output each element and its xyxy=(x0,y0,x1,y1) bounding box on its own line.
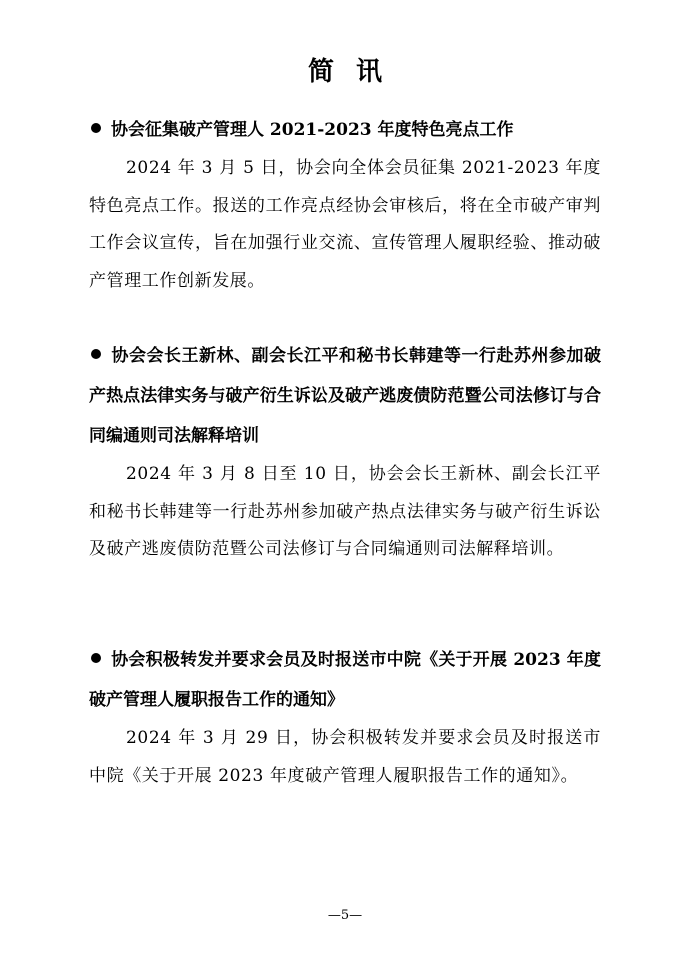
news-item-2 xyxy=(89,336,601,569)
page-title: 简讯 xyxy=(307,57,404,87)
news-item-heading-text: 协会会长王新林、副会长江平和秘书长韩建等一行赴苏州参加破产热点法律实务与破产衍生诉讼及破产逃废债防范暨公司法修订与合同编通则司法解释培训 xyxy=(89,346,601,446)
news-item-heading xyxy=(89,110,601,150)
news-item-1 xyxy=(89,110,601,300)
news-item-3 xyxy=(89,640,601,795)
news-item-heading-text: 协会征集破产管理人 2021-2023 年度特色亮点工作 xyxy=(111,120,514,140)
news-item-body: 2024 年 3 月 8 日至 10 日，协会会长王新林、副会长江平和秘书长韩建等一行赴苏州参加破产热点法律实务与破产衍生诉讼及破产逃废债防范暨公司法修订与合同编通则司法解释培训。 xyxy=(89,464,601,559)
bullet-icon xyxy=(91,653,101,663)
news-item-heading xyxy=(89,336,601,456)
bullet-icon xyxy=(91,123,101,133)
bullet-icon xyxy=(91,349,101,359)
news-item-heading xyxy=(89,640,601,720)
news-item-body: 2024 年 3 月 5 日，协会向全体会员征集 2021-2023 年度特色亮点工作。报送的工作亮点经协会审核后，将在全市破产审判工作会议宣传，旨在加强行业交流、宣传管理人履职经验、推动破产管理工作创新发展。 xyxy=(89,158,601,291)
news-item-body: 2024 年 3 月 29 日，协会积极转发并要求会员及时报送市中院《关于开展 2023 年度破产管理人履职报告工作的通知》。 xyxy=(89,728,601,786)
page-number: —5— xyxy=(327,908,363,923)
news-item-heading-text: 协会积极转发并要求会员及时报送市中院《关于开展 2023 年度破产管理人履职报告工作的通知》 xyxy=(89,650,601,710)
